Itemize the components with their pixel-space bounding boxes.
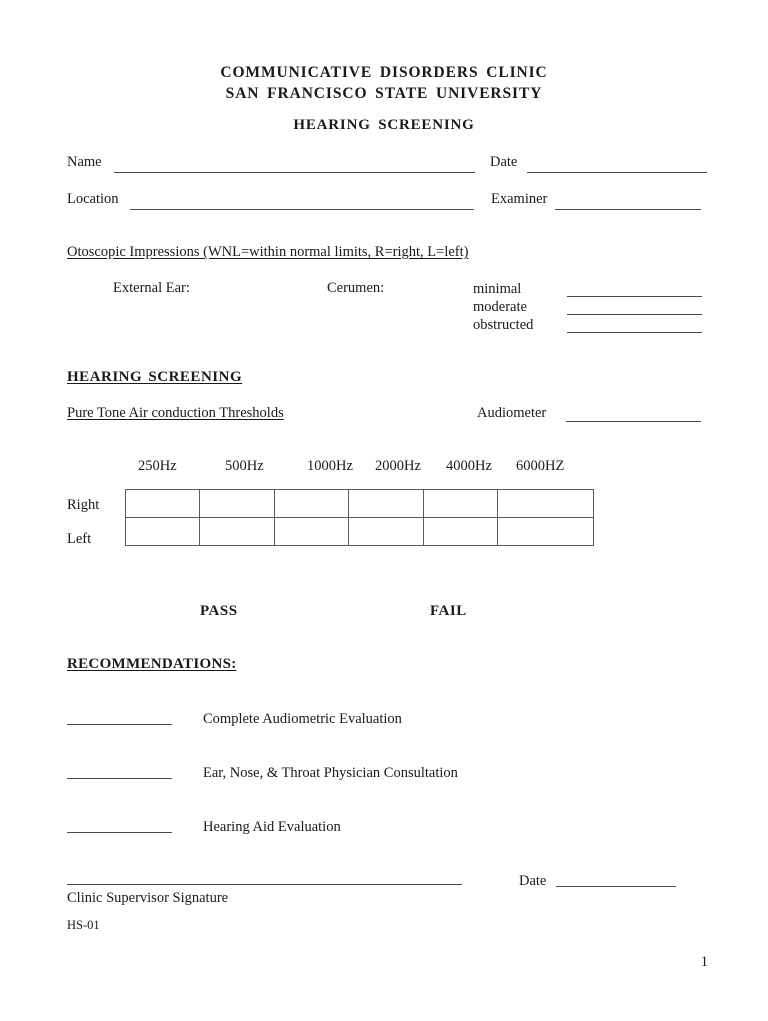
- name-input[interactable]: [114, 172, 475, 173]
- cerumen-option-moderate-label: moderate: [473, 299, 527, 315]
- recommendation-checkline-2[interactable]: [67, 778, 172, 779]
- pass-option[interactable]: PASS: [200, 603, 238, 619]
- recommendation-checkline-1[interactable]: [67, 724, 172, 725]
- cerumen-option-moderate-input[interactable]: [567, 314, 702, 315]
- frequency-header-2000hz: 2000Hz: [375, 458, 421, 474]
- fail-option[interactable]: FAIL: [430, 603, 467, 619]
- threshold-cell-right-4000hz[interactable]: [423, 490, 497, 518]
- hearing-screening-heading: HEARING SCREENING: [67, 369, 243, 385]
- threshold-cell-right-6000hz[interactable]: [498, 490, 594, 518]
- form-code: HS-01: [67, 918, 100, 932]
- threshold-cell-left-500hz[interactable]: [200, 518, 274, 546]
- threshold-cell-left-4000hz[interactable]: [423, 518, 497, 546]
- clinic-heading: [0, 62, 768, 104]
- clinic-name-line-1: COMMUNICATIVE DISORDERS CLINIC: [220, 64, 548, 81]
- location-label: Location: [67, 191, 119, 207]
- cerumen-option-obstructed-input[interactable]: [567, 332, 702, 333]
- examiner-label: Examiner: [491, 191, 548, 207]
- location-input[interactable]: [130, 209, 474, 210]
- clinic-name-line-2: SAN FRANCISCO STATE UNIVERSITY: [225, 85, 543, 102]
- recommendations-heading: RECOMMENDATIONS:: [67, 656, 237, 672]
- cerumen-label: Cerumen:: [327, 280, 385, 296]
- date-input[interactable]: [527, 172, 707, 173]
- recommendation-label-3: Hearing Aid Evaluation: [203, 819, 341, 835]
- cerumen-option-minimal-label: minimal: [473, 281, 522, 297]
- recommendation-label-1: Complete Audiometric Evaluation: [203, 711, 402, 727]
- table-row: [126, 490, 594, 518]
- frequency-header-250hz: 250Hz: [138, 458, 177, 474]
- threshold-cell-left-1000hz[interactable]: [274, 518, 348, 546]
- date-label: Date: [490, 154, 518, 170]
- form-title: HEARING SCREENING: [293, 117, 475, 133]
- row-label-left: Left: [67, 531, 92, 547]
- frequency-header-4000hz: 4000Hz: [446, 458, 492, 474]
- external-ear-label: External Ear:: [113, 280, 190, 296]
- threshold-cell-left-250hz[interactable]: [126, 518, 200, 546]
- page-number: 1: [700, 954, 708, 970]
- frequency-header-1000hz: 1000Hz: [307, 458, 353, 474]
- threshold-cell-right-2000hz[interactable]: [349, 490, 423, 518]
- threshold-cell-right-500hz[interactable]: [200, 490, 274, 518]
- otoscopic-heading: Otoscopic Impressions (WNL=within normal limits, R=right, L=left): [67, 244, 469, 260]
- cerumen-option-obstructed-label: obstructed: [473, 317, 534, 333]
- cerumen-option-minimal-input[interactable]: [567, 296, 702, 297]
- frequency-header-500hz: 500Hz: [225, 458, 264, 474]
- audiometer-input[interactable]: [566, 421, 701, 422]
- footer-date-input[interactable]: [556, 886, 676, 887]
- name-label: Name: [67, 154, 102, 170]
- threshold-cell-left-2000hz[interactable]: [349, 518, 423, 546]
- row-label-right: Right: [67, 497, 100, 513]
- threshold-cell-left-6000hz[interactable]: [498, 518, 594, 546]
- examiner-input[interactable]: [555, 209, 701, 210]
- threshold-table: [125, 489, 594, 546]
- audiometer-label: Audiometer: [477, 405, 547, 421]
- frequency-header-row: [125, 458, 595, 476]
- recommendation-label-2: Ear, Nose, & Throat Physician Consultation: [203, 765, 458, 781]
- threshold-cell-right-250hz[interactable]: [126, 490, 200, 518]
- supervisor-signature-input[interactable]: [67, 884, 462, 885]
- recommendation-checkline-3[interactable]: [67, 832, 172, 833]
- frequency-header-6000hz: 6000HZ: [516, 458, 565, 474]
- footer-date-label: Date: [519, 873, 547, 889]
- table-row: [126, 518, 594, 546]
- pure-tone-subheading: Pure Tone Air conduction Thresholds: [67, 405, 284, 421]
- threshold-cell-right-1000hz[interactable]: [274, 490, 348, 518]
- supervisor-signature-label: Clinic Supervisor Signature: [67, 890, 229, 906]
